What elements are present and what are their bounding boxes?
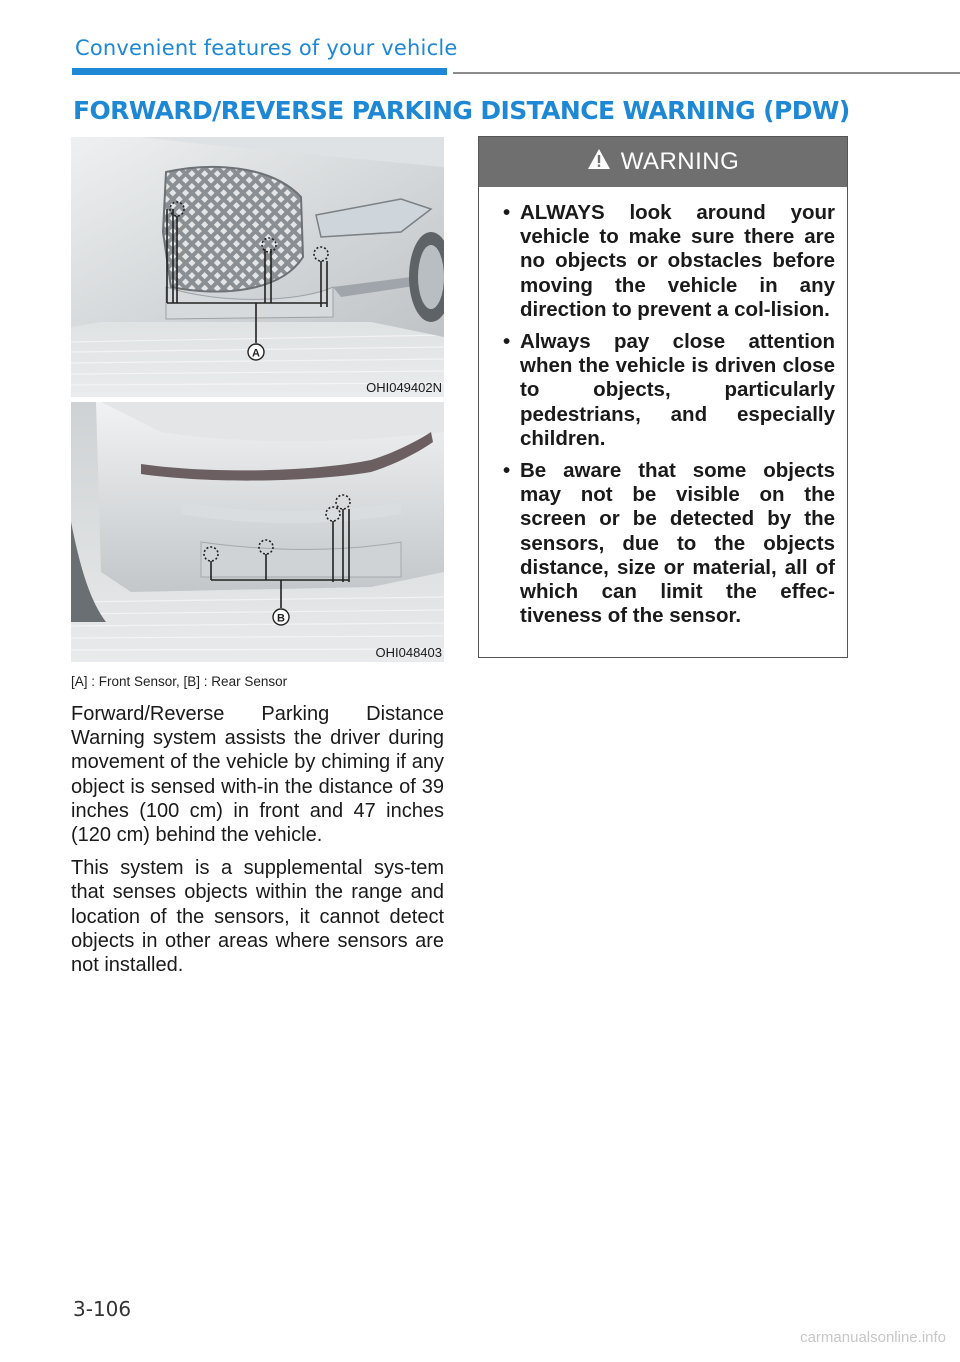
- header-rule-divider: [453, 72, 960, 74]
- rear-car-illustration: [71, 402, 444, 662]
- warning-list: [479, 187, 847, 628]
- warning-title: WARNING: [620, 148, 740, 175]
- front-car-illustration: [71, 137, 444, 397]
- rear-figure-code: OHI048403: [375, 645, 442, 660]
- front-sensor-figure: [71, 137, 444, 397]
- warning-header: [479, 137, 847, 187]
- warning-item: • Always pay close attention when the vehicle is driven close to objects, particularly pedestrians, and especially children.: [503, 330, 835, 451]
- front-sensor-label: A: [252, 347, 260, 360]
- front-figure-code: OHI049402N: [366, 380, 442, 395]
- body-text: [71, 702, 444, 986]
- rear-sensor-figure: [71, 402, 444, 662]
- warning-triangle-icon: [587, 148, 611, 177]
- watermark: carmanualsonline.info: [800, 1329, 946, 1346]
- section-header: Convenient features of your vehicle: [75, 36, 458, 60]
- warning-box: [478, 136, 848, 658]
- header-rule-accent: [72, 68, 447, 75]
- paragraph-supplemental: This system is a supplemental sys-tem that senses objects within the range and location of the sensors, it cannot detect objects in other areas where sensors are not installed.: [71, 857, 444, 977]
- page-title: FORWARD/REVERSE PARKING DISTANCE WARNING (PDW): [73, 96, 850, 125]
- warning-item: • ALWAYS look around your vehicle to make sure there are no objects or obstacles before moving the vehicle in any direction to prevent a col-lision.: [503, 201, 835, 322]
- figure-caption: [A] : Front Sensor, [B] : Rear Sensor: [71, 674, 288, 689]
- paragraph-intro: Forward/Reverse Parking Distance Warning system assists the driver during movement of the vehicle by chiming if any object is sensed with-in the distance of 39 inches (100 cm) in front and 47 inches (120 cm) behind the vehicle.: [71, 703, 444, 847]
- warning-item: • Be aware that some objects may not be visible on the screen or be detected by the sensors, due to the objects distance, size or material, all of which can limit the effec-tiveness of the sensor.: [503, 459, 835, 628]
- page-number: 3-106: [73, 1297, 132, 1321]
- rear-sensor-label: B: [277, 612, 285, 625]
